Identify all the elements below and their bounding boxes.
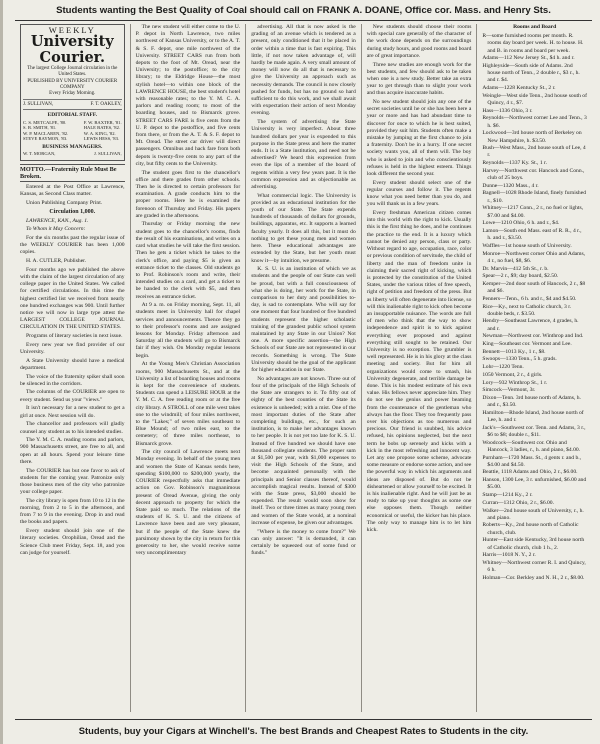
paragraph: H. A. CUTLER, Publisher.	[26, 258, 87, 265]
paragraph: Programs of literary societies in next issue.	[26, 333, 123, 340]
listing-item: Whitney—Northwest corner R. I. and Quincy, 6 h.	[482, 559, 586, 574]
paragraph: "Where is the money to come from?" We can only answer: "It is demanded, it can certainly be squeezed out of some fund or funds."	[251, 528, 356, 557]
listing-item: Harvey—Northwest cor. Hancock and Conn., club of 25 boys.	[482, 167, 585, 182]
editor-right: F. T. OAKLEY,	[90, 102, 122, 108]
rooms-heading: Rooms and Board	[513, 24, 557, 30]
masthead	[20, 24, 125, 161]
paragraph: Every student should join one of the literary societies. Orophilian, Oread and the Science Club meet Friday, Sept. 18, and you can judge for yourself.	[20, 528, 125, 556]
listing-item: Lohr—1220 Tenn.	[482, 364, 524, 371]
listing-item: Adams—112 New Jersey St., $4 h. and r.	[482, 55, 575, 62]
staff-right	[84, 120, 122, 142]
listing-item: Newman—Northwest cor. Winthrop and Ind.	[482, 333, 584, 340]
listing-item: Harris—1018 N. Y., 2 r.	[482, 552, 536, 559]
listing-item: Waffles—1st house south of University.	[482, 242, 572, 249]
paragraph: The student goes first to the chancellor's office and there grades from other schools. Then he is directed to certain professors for examination. A grade conducts him to the proper rooms. Here he is examined the forenoon of Thursday and Friday. His papers are graded in the afternoons.	[135, 169, 241, 219]
listing-item: Roberts—Ky., 2nd house north of Catholic church, club.	[482, 522, 579, 536]
listing-item: Rice—Ky., next to Catholic church, 3 r. double beds, r. $3.50.	[482, 303, 572, 317]
columns	[15, 24, 592, 712]
listing-item: Spear—2 r., $9; day board, $2.50.	[482, 273, 559, 280]
listing-item: Purnham—1720 Mass. St., 4 gents r. and b., $4.00 and $4.50.	[482, 454, 582, 468]
listing-item: Swoops—1330 Tenn., 5 h. grads.	[482, 356, 557, 363]
staff-member: F. W. BAXTER, '81.	[83, 119, 122, 125]
listing-item: Hamilton—Rhode Island, 2nd house north of Lee, h. and r.	[482, 409, 584, 424]
paragraph: At the Young Men's Christian Association rooms, 900 Massachusetts St., and at the University a list of boarding houses and rooms is kept for the convenience of students. Students can spend a LEISURE HOUR at the Y. M. C. A. free reading room or at the free city library. A STROLL of one mile west takes one to the windmill; of four miles northwest, to the "Lakes;" of seven miles southeast to Blue Mound; of two miles east, to the cemetery; of three miles northeast, to Bismarck grove.	[135, 361, 241, 447]
staff-member: S. B. SMITH, '81.	[23, 125, 57, 131]
listing-item: R—some furnished rooms per month. R. rooms day board per week. H. to house. H. and B. in rooms and board per week.	[482, 33, 584, 54]
masthead-title: University Courier.	[30, 33, 114, 67]
paragraph: The Y. M. C. A. reading rooms and parlors, 900 Massachusetts street, are free to all, and open at all hours. Spend your leisure time there.	[20, 437, 125, 465]
staff-list	[23, 120, 122, 142]
listing-item: Bennett—1013 Ky., 1 r., $8.	[482, 348, 546, 355]
paragraph: Thursday or Friday morning the new student goes to the chancellor's rooms, finds the result of his examinations, and writes on a card what studies he will take the first session. Then he gets a ticket which he takes to the clerk's office, and paying $5 is given an entrance ticket to the classes. Old students go to Prof. Robinson's room and write, their intended studies on a card, and get a ticket to be handed to the clerk with $5, and then receives an entrance ticket.	[135, 221, 241, 300]
paragraph: Three new studies are enough work for the best students, and few should ask to be taken when one is a new study. Better take an extra year to get through than to slight your work and thus acquire inaccurate habits.	[366, 61, 472, 97]
staff-member: C. S. METCALFE, '80.	[23, 119, 67, 125]
staff-member: STEVE RAYMON, '83.	[23, 136, 68, 142]
listing-item: Walker—2nd house south of University, r., h. and piano.	[482, 507, 584, 521]
business-managers	[23, 151, 122, 157]
paragraph: The columns of the COURIER are open to every student. Send us your "views."	[20, 389, 125, 403]
paragraph: A State University should have a medical department.	[20, 357, 125, 371]
listing-item: Kemper—2nd door south of Hancock, 2 r., $8 and $6.	[482, 280, 586, 295]
listing-item: 1050 Vermont, 2 r., 4 girls.	[482, 371, 543, 378]
listing-item: Whitney—1217 Conn., 2 r., no fuel or lights, $7.00 and $4.00.	[482, 205, 584, 219]
column-1	[15, 24, 131, 712]
paragraph: The voice of the fraternity spiker shall soon be silenced in the corridors.	[20, 373, 125, 387]
column-2	[131, 24, 247, 712]
listing-item: Highleyside—South side of Adams. 2nd house north of Tenn., 2 double r., $3 r., h. and r. $4.	[482, 63, 580, 84]
paragraph: The chancellor and professors will gladly counsel any student as to his intended studies.	[20, 421, 125, 435]
paragraph: For the six months past the regular issue of the WEEKLY COURIER has been 1,000 copies.	[20, 234, 125, 256]
editors	[23, 99, 122, 110]
listing-item: Beattie, 1118 Adams and Ohio, 2 r., $6.00.	[482, 469, 578, 476]
listing-item: Hass—1336 Ohio, 3 r.	[482, 107, 533, 114]
listing-item: Holman—Cor. Berkley and N. H., 2 r., $8.00.	[482, 574, 585, 581]
paragraph: The COURIER has but one favor to ask of students for the coming year. Patronize only those business men of the city who patronize your college paper.	[20, 467, 125, 496]
listing-item: Dr. Marvin—412 5th St., r. b.	[482, 265, 549, 272]
listing-item: Adams—1228 Kentucky St., 2 r.	[482, 85, 556, 92]
paragraph: K. S. U. is an institution of which we as students and the people of our State can well be proud, but with a full consciousness of what she is doing, her work for the State, in comparison to her duty and possibilities to-day, is sad to contemplate. Who will say for one moment that four hundred or five hundred students represent the higher scholastic training of the grandest public school system maintained by any State in our Union? Not one. A more specific assertion—the High Schools of our State are not represented in our records. Something is wrong. The State University should be the goal of the applicant for higher education in our State.	[251, 266, 356, 374]
masthead-subtitle: The largest College Journal circulation in the United States.	[27, 66, 118, 78]
listing-item: Dunne—1320 Mass., 4 r.	[482, 182, 539, 189]
staff-heading: EDITORIAL STAFF.	[47, 112, 97, 119]
listing-item: Monroe—Northwest corner Ohio and Adams, 4 r., no fuel, $8, $6.	[482, 250, 586, 264]
paragraph: Every student should select one of the regular courses and follow it. The regents know what you need better than you do, and you will thank us in a few years.	[366, 179, 472, 208]
paragraph: advertising. All that is now asked is the grading of an avenue which is tendered as a present, only conditioned that it be placed in order within a time that is fast expiring. This little, if not now taken advantage of, will hardly be made again. A very small amount of money will now do all that is necessary to give the University an approach such as necessity demands. The council is now closely pushed for funds, but has no ground so hard sufficient to do this work, and we shall await with expectation their action of next Monday evening.	[251, 24, 356, 117]
column-5-rooms-and-board	[477, 24, 592, 712]
salutation: To Whom it May Concern:	[26, 226, 86, 233]
paragraph: Every freshman American citizen comes into this world with the right to kick. Usually this is the first thing he does, and he continues the practice to the end. It is a luxury which cannot be denied any person, class or party. Without regard to age, occupation, race, color or previous condition of servitude, the child of liberty and the man of freedom unite in claiming their sacred right of kicking, which is protected by the constitution of the United States, under the various titles of free speech, right of petition and freedom of the press. But as liberty will often degenerate into license, so will this inalienable right to kick often become an insupportable nuisance. The words are full of men who think that the way to show independence and spirit is to kick against everything ever proposed and against everything still sought to be retained. Our University is no exception. The grumbler is well represented. He is in his glory at the class meeting and society. But for him all organizations would come to smash, his University degenerate, and terrible damage be done. This is his modest estimate of his own value. His fellows never appreciate him. They do not see the genius and power beaming from the countenance of the gentleman who always has the floor. They too frequently pass over his objections as too numerous and precious. Our friend is snubbed, his advice refused, his opinions neglected, but the next term he bobs up serenely and kicks with a kick in the most refreshing and innocent way. Let any one propose some scheme, advocate some measure or endorse some action, and see the powerful way in which his arguments and ideas are disposed of. But do not be disheartened or allow yourself to be excited. It is his inalienable right. And he will just be as ready to take up your thoughts as some one else opposes them. Though neither economical or useful, the kicker has his place. The only way to manage him is to let him kick.	[366, 210, 472, 534]
paragraph: The system of advertising the State University is very imperfect. About three hundred dollars per year is expended to this purpose in the State press and here the matter ends. It is a State institution, and need not be advertised? We heard this expression from even the lips of a member of the board of regents within a very few years past. It is the common expression and as objectionable as advertising.	[251, 119, 356, 190]
column-3	[246, 24, 362, 712]
editor-left: J. SULLIVAN,	[23, 102, 54, 108]
listing-item: Curran—1312 Ohio, 2 r., $6.00.	[482, 499, 555, 506]
column-4	[362, 24, 478, 712]
business-left: W. T. MORGAN,	[23, 151, 56, 157]
paragraph: The city council of Lawrence meets next Monday evening. In behalf of the young men and women the State of Kansas sends here, spending $100,000 to $200,000 yearly, the COURIER respectfully asks that immediate action on Gov. Robinson's magnanimous present of Oread Avenue, giving the only decent approach to property for which the State paid so much. The relations of the students of K. S. U. and the citizens of Lawrence have been and are very pleasant, but if the people of the State knew the parsimony shown by the city in return for this generosity to her, she would receive some very uncomplimentary	[135, 449, 241, 557]
listing-item: Lory—932 Winthrop St., 1 r.	[482, 379, 548, 386]
staff-member: HALE BATES, '82.	[83, 125, 121, 131]
listing-item: Lockwood—3rd house north of Berkeley on New Hampshire, h. $3.50.	[482, 130, 582, 144]
listing-item: Penners—Tenn., 6 h. and r., $4 and $4.50.	[482, 295, 577, 302]
listing-item: Stamp—1214 Ky., 2 r.	[482, 492, 533, 499]
paragraph: At 9 a. m. on Friday morning, Sept. 11, all students meet in University hall for chapel services and announcements. Thence they go to their professor's rooms and are assigned lessons for Monday. Friday afternoon and Saturday all the students will go to Bismarck fair if they wish. On Monday regular lessons begin.	[135, 302, 241, 359]
motto: MOTTO.—Fraternity Rule Must Be Broken.	[20, 164, 125, 182]
staff-member: LEWIS HESS, '83.	[83, 136, 120, 142]
listing-item: Lowe—1210 Ohio, 6 h. and r., $4.	[482, 220, 560, 227]
staff-left	[23, 120, 68, 142]
paragraph: Every new year we find provider of our University.	[20, 341, 125, 355]
frequency-line: Every Friday Morning.	[49, 91, 96, 97]
entered-notice: Entered at the Post Office at Lawrence, Kansas, as Second Class matter.	[20, 184, 125, 198]
bottom-banner-ad: Students, buy your Cigars at Winchell's. The best Brands and Cheapest Rates to Students in the city.	[15, 719, 592, 736]
listing-item: Reynolds—Northwest corner Lee and Tenn., 3 h. $6.	[482, 115, 587, 129]
printer-notice: Union Publishing Company Print.	[26, 200, 103, 207]
top-banner-ad: Students wanting the Best Quality of Coal should call on FRANK A. DOANE, Office cor. Mass. and Henry Sts.	[15, 5, 592, 21]
paragraph: New students should choose their rooms with special care generally of the character of the work done depends on the surroundings during study hours, and good rooms and board are of great importance.	[366, 24, 472, 59]
dateline: LAWRENCE, KAN., Aug. 1.	[26, 217, 89, 224]
paragraph: The new student will either come to the U. P. depot in North Lawrence, two miles northwest of Kansas University, or to the A. T. & S. F. depot, one mile northwest of the University. STREET CARS run from both depots to the foot of Mt. Oread, near the University; to the postoffice; to the city library; to the Eldridge House—the most stylish hotel—to within one block of the LAWRENCE HOUSE, the best student's hotel with reasonable rates; to the Y. M. C. A. parlors and reading room; to most of the boarding houses, and to Bismarck grove. STREET CARS FARE is five cents from the U. P. depot to the postoffice, and five cents from there, or from the A. T. & S. F. depot to Mt. Oread. The street car driver will direct passengers. Omnibus and hack fare from both depots is twenty-five cents to any part of the city, but fifty cents to the University.	[135, 24, 241, 167]
circulation-heading: Circulation 1,000.	[49, 209, 96, 216]
listing-item: King—Southeast cor. Vermont and Lee.	[482, 341, 572, 348]
paragraph: What commercial logic. The University is provided as an educational institution for the youth of our State. The State expends hundreds of thousands of dollars for grounds, buildings, apparatus, etc. It supports a learned faculty yearly. It does all this, but it must do nothing to get these young men and women here. These educational advantages are extended by the State, but her youth must know it—by intuition, we presume.	[251, 192, 356, 264]
listing-item: Weingle—West side Tenn., 2nd house south of Quincy, 4 r., $7.	[482, 92, 587, 107]
listing-item: Reynolds—1337 Ky. St., 1 r.	[482, 160, 547, 167]
listing-item: Hendry—Southeast Lawrence, 4 grades, h. and r.	[482, 318, 579, 332]
listing-item: Lamon—South end Mass. east of R. R., 4 r., h. and r., $3.50.	[482, 227, 582, 242]
business-heading: BUSINESS MANAGERS.	[42, 144, 103, 150]
listing-item: Hanson, 1300 Lee, 3 r. unfurnished, $6.00 and $5.00.	[482, 477, 587, 491]
paragraph: Four months ago we published the above with the claim of the largest circulation of any college paper in the United States. We called for certified circulations. In this time the highest certified list we received from nearly one hundred exchanges was 900. Until further notice we will now in large type attest the LARGEST COLLEGE JOURNAL CIRCULATION IN THE UNITED STATES.	[20, 266, 125, 331]
publisher-line: PUBLISHED BY UNIVERSITY COURIER COMPANY	[27, 78, 118, 90]
staff-member: W. P. MACLAREN, '82.	[23, 130, 69, 136]
paragraph: No new student should join any one of the secret societies until he or she has been here a year or more and has had abundant time to discover for once to which he is best suited, provided they suit him. Students often make a mistake by jumping at the first chance to join a fraternity. Don't be in a hurry. If one secret society wants you, all of them will. The boy who is asked to join and who conscientiously refuses is held in the highest esteem. Things look different the second year.	[366, 99, 472, 178]
listing-container	[482, 33, 587, 582]
listing-item: Simcock—Vermont, 3r.	[482, 387, 536, 394]
paragraph: No advantages are not known. Three out of four of the principals of the High Schools of the State are strangers to it. To fifty out of eighty of the best counties of the State its existence is unheeded; with a mist. One of the most important duties of the State after completing buildings, etc., for such an institution, is to make her advantages known to her people. It is not yet too late for K. S. U. Instead of five hundred we should have one thousand collegiate students. The proper sum at $1,500 per year, with $1,000 expenses to visit the High Schools of the State, and become acquainted personally with the principals and Senior classes thereof, would accomplish magical results. Instead of $300 with the State press, $3,000 should be expended. The result would soon show for itself. Two or three times as many young men and women of the State would, at a nominal increase of expense, be given our advantages.	[251, 375, 356, 526]
paragraph: It isn't necessary for a new student to get a girl at once. Next session will do.	[20, 405, 125, 419]
listing-item: Dixon—Tenn. 3rd house north of Adams, h. and r., $3.50.	[482, 394, 581, 409]
listing-item: Bush—West Mass., 2nd house south of Lee, 4 r.	[482, 145, 586, 159]
listing-item: Jack's—Southwest cor. Tenn. and Adams, 3 r., $6 to $8; double r., $11.	[482, 424, 586, 438]
masthead-weekly: WEEKLY	[48, 25, 96, 35]
staff-member: W. A. KING, '82.	[83, 130, 116, 136]
listing-item: Woodcock—Southwest cor. Ohio and Hancock, 3 ladies, r., h. and piano, $4.00.	[482, 439, 581, 453]
listing-item: Bagnell—1028 Rhode Island, finely furnished r., $10.	[482, 190, 586, 204]
business-right: J. SULLIVAN,	[93, 151, 122, 157]
paragraph: The city library is open from 10 to 12 in the morning, from 2 to 5 in the afternoon, and from 7 to 9 in the evening. Drop in and read the books and papers.	[20, 497, 125, 526]
listing-item: Hunter—East side Kentucky, 3rd house north of Catholic church, club 1 h., 2.	[482, 537, 585, 551]
